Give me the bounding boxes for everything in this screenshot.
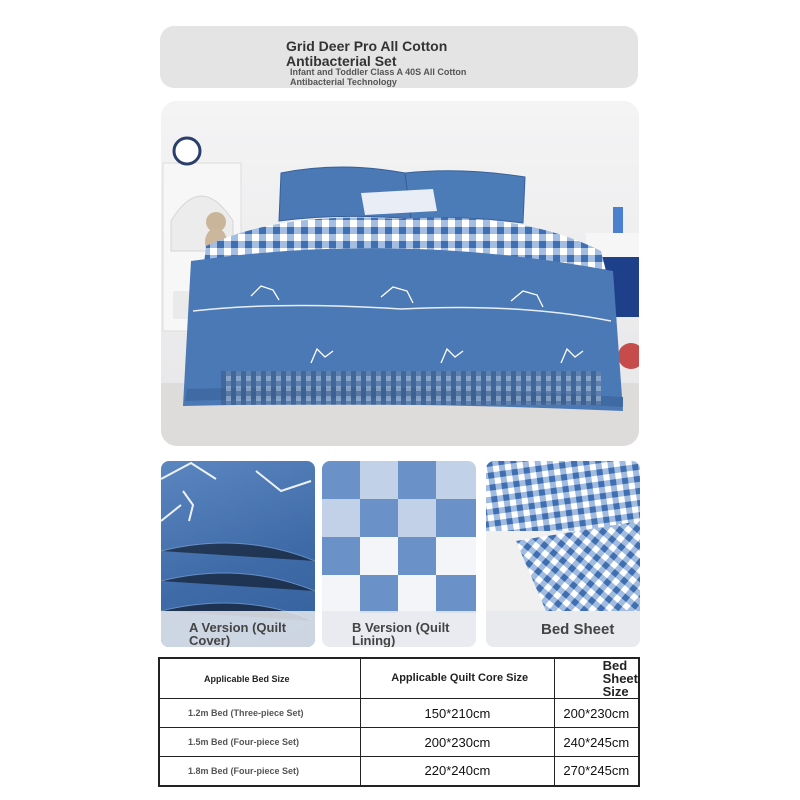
bed-sheet-pattern bbox=[486, 461, 640, 647]
product-title: Grid Deer Pro All Cotton Antibacterial Set bbox=[286, 38, 448, 69]
bed-sheet-thumbnail[interactable] bbox=[486, 461, 640, 647]
sheet-size-cell: 240*245cm bbox=[554, 728, 639, 757]
size-table bbox=[158, 657, 640, 787]
version-a-thumbnail[interactable] bbox=[161, 461, 315, 647]
header-sheet-size: Bed Sheet Size bbox=[554, 658, 639, 699]
sheet-size-cell: 200*230cm bbox=[554, 699, 639, 728]
bedroom-photo bbox=[161, 101, 639, 446]
bed-sheet-caption: Bed Sheet bbox=[541, 621, 615, 638]
header-bed-size: Applicable Bed Size bbox=[159, 658, 361, 699]
table-row bbox=[159, 757, 639, 786]
product-header bbox=[160, 26, 638, 88]
bed-size-cell: 1.2m Bed (Three-piece Set) bbox=[159, 699, 361, 728]
header-quilt-size: Applicable Quilt Core Size bbox=[361, 658, 554, 699]
quilt-size-cell: 150*210cm bbox=[361, 699, 554, 728]
quilt-size-cell: 220*240cm bbox=[361, 757, 554, 786]
bed-size-cell: 1.5m Bed (Four-piece Set) bbox=[159, 728, 361, 757]
version-b-thumbnail[interactable] bbox=[322, 461, 476, 647]
bedroom-illustration bbox=[161, 101, 639, 446]
version-b-caption: B Version (Quilt Lining) bbox=[352, 620, 450, 647]
quilt-size-cell: 200*230cm bbox=[361, 728, 554, 757]
version-a-caption: A Version (Quilt Cover) bbox=[189, 620, 287, 647]
sheet-size-cell: 270*245cm bbox=[554, 757, 639, 786]
table-header-row bbox=[159, 658, 639, 699]
product-subtitle: Infant and Toddler Class A 40S All Cotton Antibacterial Technology bbox=[290, 67, 467, 87]
table-row bbox=[159, 728, 639, 757]
bed-size-cell: 1.8m Bed (Four-piece Set) bbox=[159, 757, 361, 786]
table-row bbox=[159, 699, 639, 728]
